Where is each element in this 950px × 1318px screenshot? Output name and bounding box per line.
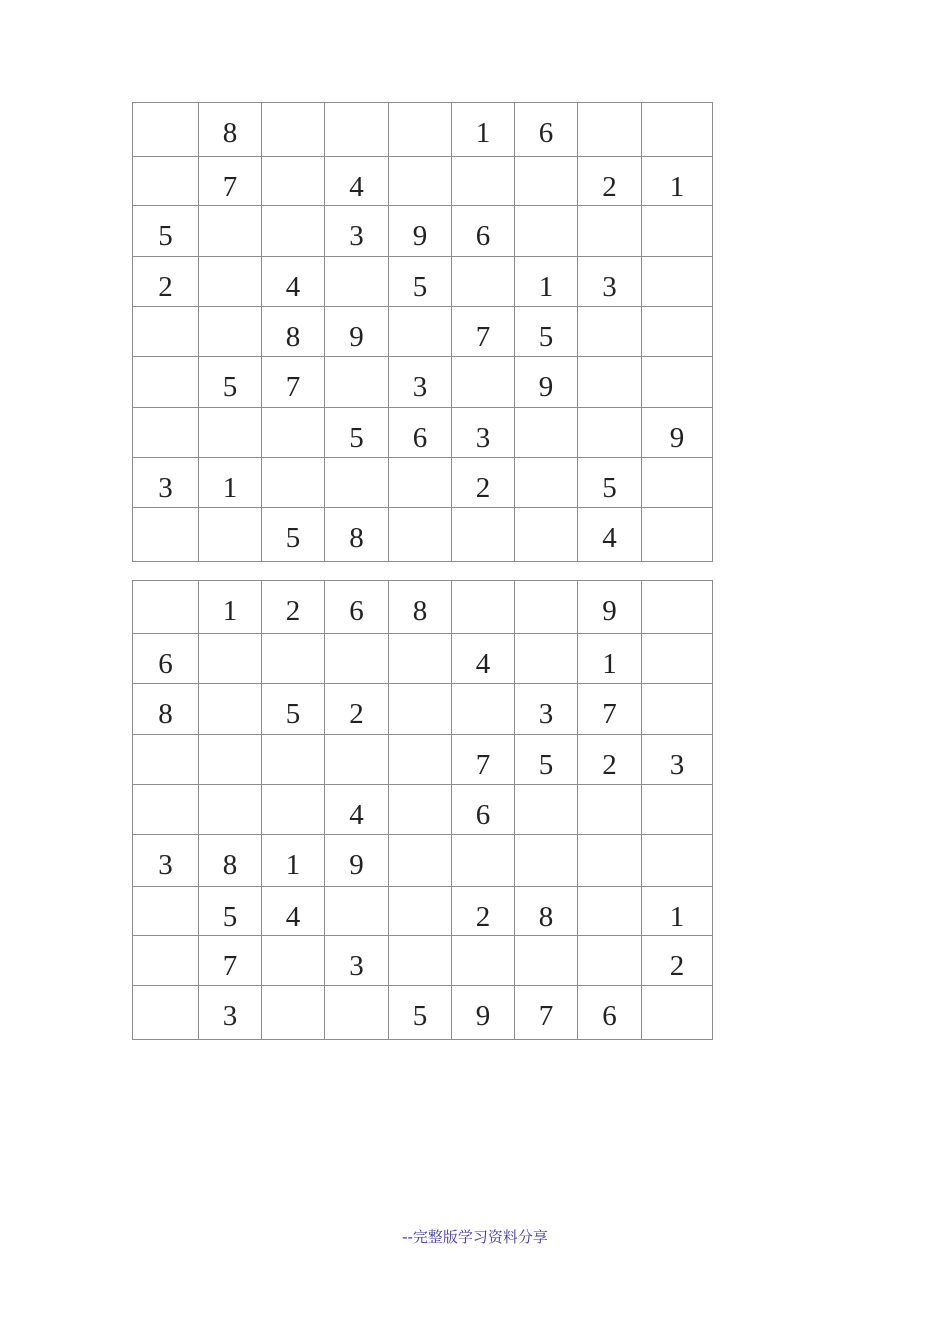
cell-digit: 8 [158, 698, 173, 730]
grid-cell [578, 634, 642, 684]
grid-cell [262, 887, 325, 936]
cell-digit: 9 [602, 595, 617, 627]
grid-cell [262, 735, 325, 785]
grid-cell [389, 986, 452, 1040]
grid-cell [199, 157, 262, 206]
grid-cell [515, 307, 578, 357]
grid-cell [578, 508, 642, 562]
grid-cell [515, 103, 578, 157]
grid-cell [133, 157, 199, 206]
grid-cell [262, 986, 325, 1040]
grid-row [133, 735, 713, 785]
cell-digit: 5 [349, 422, 364, 454]
grid-cell [389, 508, 452, 562]
grid-cell [133, 206, 199, 257]
cell-digit: 2 [158, 271, 173, 303]
grid-cell [199, 257, 262, 307]
cell-digit: 3 [538, 698, 554, 730]
grid-cell [199, 458, 262, 508]
grid-cell [578, 357, 642, 408]
cell-digit: 5 [412, 1000, 428, 1032]
grid-cell [262, 103, 325, 157]
cell-digit: 2 [285, 595, 301, 627]
grid-cell [133, 835, 199, 887]
grid-cell [452, 307, 515, 357]
cell-digit: 5 [222, 901, 238, 933]
grid-cell [642, 257, 713, 307]
grid-cell [199, 581, 262, 634]
grid-cell [325, 581, 389, 634]
grid-row [133, 357, 713, 408]
cell-digit: 4 [475, 648, 491, 680]
grid-cell [642, 458, 713, 508]
grid-cell [642, 785, 713, 835]
grid-cell [578, 986, 642, 1040]
grid-cell [642, 103, 713, 157]
grid-cell [325, 103, 389, 157]
grid-cell [642, 408, 713, 458]
grid-cell [133, 735, 199, 785]
grid-row [133, 835, 713, 887]
cell-digit: 1 [538, 271, 554, 303]
cell-digit: 3 [669, 749, 685, 781]
grid-cell [389, 835, 452, 887]
grid-cell [389, 157, 452, 206]
cell-digit: 3 [222, 1000, 238, 1032]
grid-cell [578, 458, 642, 508]
grid-cell [515, 357, 578, 408]
grid-cell [452, 408, 515, 458]
grid-cell [578, 684, 642, 735]
grid-cell [642, 735, 713, 785]
cell-digit: 8 [285, 321, 301, 353]
grid-cell [262, 357, 325, 408]
cell-digit: 2 [349, 698, 364, 730]
grid-row [133, 458, 713, 508]
grid-cell [389, 206, 452, 257]
cell-digit: 7 [475, 749, 491, 781]
grid-cell [389, 357, 452, 408]
grid-cell [133, 785, 199, 835]
grid-cell [199, 508, 262, 562]
sudoku-grid-2 [132, 580, 713, 1040]
grid-row [133, 581, 713, 634]
grid-cell [389, 936, 452, 986]
cell-digit: 7 [222, 950, 238, 982]
cell-digit: 3 [158, 849, 173, 881]
grid-cell [199, 986, 262, 1040]
grid-cell [133, 307, 199, 357]
cell-digit: 7 [475, 321, 491, 353]
cell-digit: 7 [222, 171, 238, 203]
grid-row [133, 206, 713, 257]
grid-cell [325, 206, 389, 257]
cell-digit: 4 [602, 522, 617, 554]
cell-digit: 1 [222, 595, 238, 627]
cell-digit: 1 [222, 472, 238, 504]
grid-cell [199, 735, 262, 785]
grid-cell [325, 408, 389, 458]
grid-cell [325, 684, 389, 735]
grid-cell [452, 835, 515, 887]
cell-digit: 3 [412, 371, 428, 403]
grid-cell [452, 206, 515, 257]
grid-cell [325, 936, 389, 986]
grid-cell [133, 458, 199, 508]
grid-cell [262, 307, 325, 357]
grid-cell [515, 157, 578, 206]
grid-cell [642, 835, 713, 887]
grid-cell [578, 103, 642, 157]
cell-digit: 6 [412, 422, 428, 454]
grid-cell [578, 157, 642, 206]
grid-row [133, 936, 713, 986]
cell-digit: 5 [285, 522, 301, 554]
cell-digit: 6 [475, 220, 491, 252]
cell-digit: 3 [349, 220, 364, 252]
grid-cell [578, 835, 642, 887]
grid-cell [452, 986, 515, 1040]
grid-cell [452, 785, 515, 835]
grid-cell [199, 785, 262, 835]
cell-digit: 1 [285, 849, 301, 881]
cell-digit: 6 [538, 117, 554, 149]
cell-digit: 9 [412, 220, 428, 252]
grid-cell [515, 508, 578, 562]
grid-cell [133, 408, 199, 458]
grid-cell [452, 103, 515, 157]
grid-cell [133, 508, 199, 562]
grid-cell [578, 785, 642, 835]
grid-cell [642, 887, 713, 936]
grid-row [133, 408, 713, 458]
grid-cell [452, 357, 515, 408]
cell-digit: 7 [538, 1000, 554, 1032]
grid-cell [325, 835, 389, 887]
grid-cell [578, 257, 642, 307]
cell-digit: 1 [669, 901, 685, 933]
grid-row [133, 257, 713, 307]
cell-digit: 3 [158, 472, 173, 504]
grid-cell [578, 887, 642, 936]
cell-digit: 5 [285, 698, 301, 730]
grid-cell [515, 986, 578, 1040]
grid-cell [515, 206, 578, 257]
grid-cell [452, 257, 515, 307]
grid-cell [452, 735, 515, 785]
grid-cell [199, 408, 262, 458]
grid-cell [578, 735, 642, 785]
cell-digit: 8 [412, 595, 428, 627]
grid-row [133, 157, 713, 206]
grid-cell [262, 206, 325, 257]
grid-cell [452, 887, 515, 936]
grid-cell [389, 307, 452, 357]
grid-cell [578, 307, 642, 357]
cell-digit: 5 [412, 271, 428, 303]
cell-digit: 1 [602, 648, 617, 680]
grid-cell [325, 887, 389, 936]
grid-cell [515, 684, 578, 735]
cell-digit: 5 [222, 371, 238, 403]
grid-cell [389, 887, 452, 936]
grid-cell [642, 581, 713, 634]
cell-digit: 8 [222, 117, 238, 149]
cell-digit: 4 [349, 799, 364, 831]
grid-cell [262, 408, 325, 458]
grid-cell [515, 408, 578, 458]
grid-cell [452, 634, 515, 684]
grid-cell [325, 508, 389, 562]
grid-row [133, 785, 713, 835]
cell-digit: 2 [475, 472, 491, 504]
grid-cell [389, 785, 452, 835]
grid-row [133, 634, 713, 684]
grid-cell [199, 103, 262, 157]
grid-cell [452, 157, 515, 206]
grid-cell [199, 357, 262, 408]
grid-cell [642, 986, 713, 1040]
grid-row [133, 887, 713, 936]
cell-digit: 9 [475, 1000, 491, 1032]
grid-row [133, 307, 713, 357]
grid-cell [262, 257, 325, 307]
grid-cell [642, 936, 713, 986]
grid-cell [452, 684, 515, 735]
sudoku-grid-1 [132, 102, 713, 562]
grid-cell [515, 634, 578, 684]
grid-cell [325, 634, 389, 684]
grid-cell [199, 684, 262, 735]
grid-cell [325, 357, 389, 408]
grid-cell [199, 307, 262, 357]
grid-cell [199, 835, 262, 887]
grid-cell [262, 936, 325, 986]
grid-cell [389, 735, 452, 785]
cell-digit: 2 [602, 749, 617, 781]
grid-cell [262, 785, 325, 835]
cell-digit: 5 [602, 472, 617, 504]
cell-digit: 5 [158, 220, 173, 252]
grid-cell [325, 735, 389, 785]
grid-cell [325, 986, 389, 1040]
cell-digit: 8 [538, 901, 554, 933]
cell-digit: 8 [222, 849, 238, 881]
grid-cell [133, 936, 199, 986]
grid-cell [199, 887, 262, 936]
grid-cell [642, 634, 713, 684]
grid-cell [578, 206, 642, 257]
cell-digit: 2 [602, 171, 617, 203]
grid-cell [133, 887, 199, 936]
grid-cell [389, 103, 452, 157]
grid-cell [133, 986, 199, 1040]
grid-cell [325, 257, 389, 307]
grid-cell [389, 684, 452, 735]
cell-digit: 5 [538, 321, 554, 353]
grid-cell [199, 936, 262, 986]
grid-cell [452, 581, 515, 634]
grid-cell [133, 257, 199, 307]
cell-digit: 3 [602, 271, 617, 303]
grid-cell [515, 458, 578, 508]
cell-digit: 4 [349, 171, 364, 203]
footer-text: --完整版学习资料分享 [402, 1228, 548, 1246]
grid-cell [262, 634, 325, 684]
grid-cell [262, 157, 325, 206]
grid-row [133, 103, 713, 157]
grid-cell [578, 936, 642, 986]
grid-cell [133, 581, 199, 634]
grid-cell [642, 307, 713, 357]
grid-cell [578, 408, 642, 458]
grid-cell [325, 785, 389, 835]
grid-cell [642, 684, 713, 735]
cell-digit: 7 [602, 698, 617, 730]
grid-cell [325, 157, 389, 206]
grid-cell [452, 458, 515, 508]
grid-cell [262, 581, 325, 634]
cell-digit: 3 [475, 422, 491, 454]
grid-cell [452, 936, 515, 986]
grid-cell [262, 835, 325, 887]
grid-cell [389, 257, 452, 307]
grid-cell [389, 458, 452, 508]
cell-digit: 6 [475, 799, 491, 831]
grid-cell [515, 887, 578, 936]
grid-cell [515, 835, 578, 887]
grid-cell [642, 508, 713, 562]
grid-cell [133, 357, 199, 408]
grid-cell [325, 307, 389, 357]
grid-cell [262, 684, 325, 735]
cell-digit: 6 [602, 1000, 617, 1032]
cell-digit: 1 [669, 171, 685, 203]
grid-cell [389, 581, 452, 634]
cell-digit: 3 [349, 950, 364, 982]
grid-cell [133, 634, 199, 684]
cell-digit: 9 [538, 371, 554, 403]
cell-digit: 7 [285, 371, 301, 403]
cell-digit: 1 [475, 117, 491, 149]
cell-digit: 9 [349, 849, 364, 881]
cell-digit: 9 [669, 422, 685, 454]
grid-cell [199, 206, 262, 257]
grid-row [133, 684, 713, 735]
cell-digit: 6 [158, 648, 173, 680]
grid-cell [389, 408, 452, 458]
grid-cell [133, 684, 199, 735]
cell-digit: 2 [669, 950, 685, 982]
grid-cell [515, 735, 578, 785]
cell-digit: 4 [285, 271, 301, 303]
grid-row [133, 986, 713, 1040]
grid-cell [389, 634, 452, 684]
cell-digit: 9 [349, 321, 364, 353]
grid-cell [578, 581, 642, 634]
cell-digit: 5 [538, 749, 554, 781]
grid-cell [262, 508, 325, 562]
grid-cell [452, 508, 515, 562]
grid-cell [642, 157, 713, 206]
cell-digit: 8 [349, 522, 364, 554]
grid-cell [515, 581, 578, 634]
grid-cell [515, 936, 578, 986]
grid-cell [642, 206, 713, 257]
grid-cell [515, 257, 578, 307]
grid-cell [515, 785, 578, 835]
grid-cell [199, 634, 262, 684]
grid-cell [133, 103, 199, 157]
cell-digit: 4 [285, 901, 301, 933]
cell-digit: 6 [349, 595, 364, 627]
grid-cell [325, 458, 389, 508]
cell-digit: 2 [475, 901, 491, 933]
grid-cell [642, 357, 713, 408]
grid-row [133, 508, 713, 562]
grid-cell [262, 458, 325, 508]
